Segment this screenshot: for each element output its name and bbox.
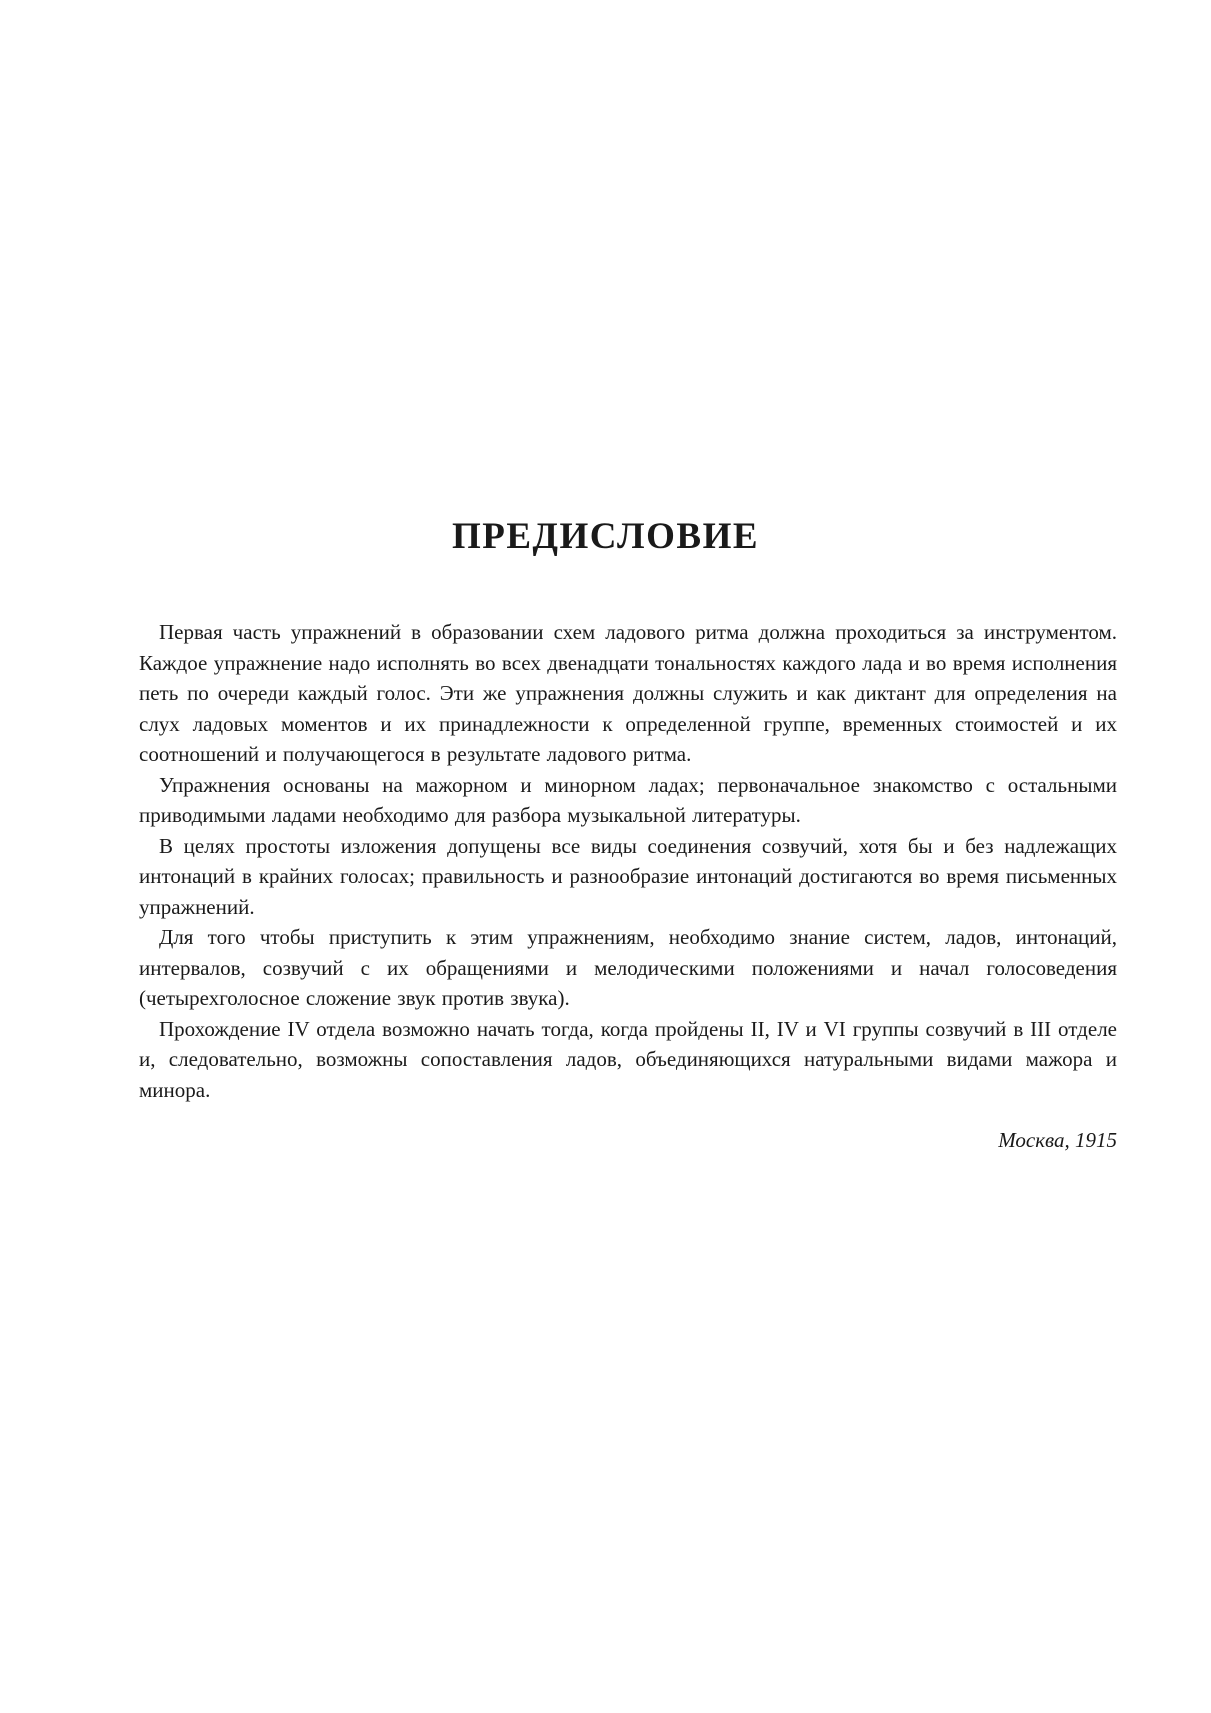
paragraph-4: Для того чтобы приступить к этим упражнениям, необходимо знание систем, ладов, интонаций, интервалов, созвучий с их обращениями и мелодическими положениями и начал голосоведения (четырехголосное сложение звук против звука). (139, 925, 1117, 1010)
place-date-signature: Москва, 1915 (998, 1128, 1117, 1152)
page-title: ПРЕДИСЛОВИЕ (451, 516, 760, 557)
paragraph-2: Упражнения основаны на мажорном и минорном ладах; первоначальное знакомство с остальными приводимыми ладами необходимо для разбора музыкальной литературы. (139, 772, 1117, 827)
paragraph-5: Прохождение IV отдела возможно начать тогда, когда пройдены II, IV и VI группы созвучий в III отделе и, следовательно, возможны сопоставления ладов, объединяющихся натуральными видами мажора и минора. (139, 1016, 1117, 1102)
preface-body (139, 617, 1117, 1105)
paragraph-1: Первая часть упражнений в образовании схем ладового ритма должна проходиться за инструментом. Каждое упражнение надо исполнять во всех двенадцати тональностях каждого лада и во время исполнения петь по очереди каждый голос. Эти же упражнения должны служить и как диктант для определения на слух ладовых моментов и их принадлежности к определенной группе, временных стоимостей и их соотношений и получающегося в результате ладового ритма. (139, 620, 1117, 766)
paragraph-3: В целях простоты изложения допущены все виды соединения созвучий, хотя бы и без надлежащих интонаций в крайних голосах; правильность и разнообразие интонаций достигаются во время письменных упражнений. (139, 833, 1117, 919)
